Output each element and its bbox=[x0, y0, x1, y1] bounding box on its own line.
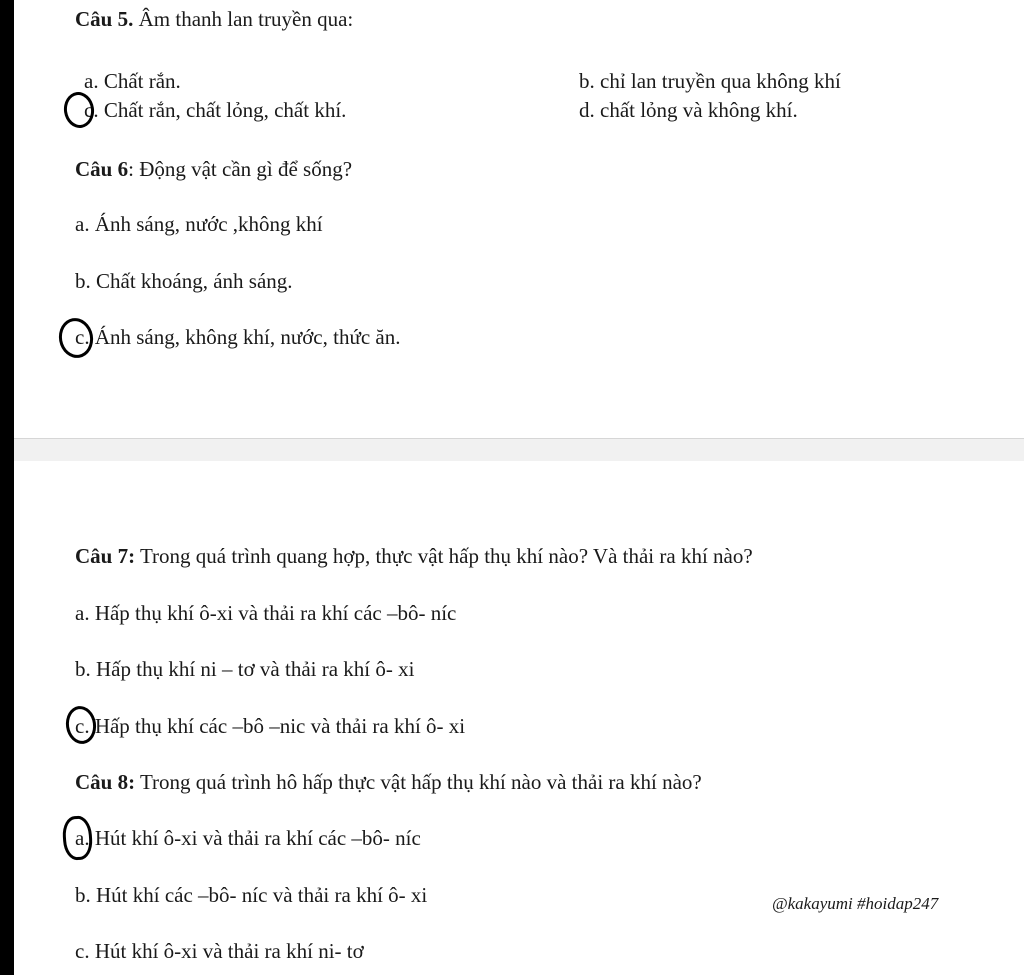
q8-option-a: a. Hút khí ô-xi và thải ra khí các –bô- níc bbox=[75, 826, 421, 850]
q8-option-b: b. Hút khí các –bô- níc và thải ra khí ô- xi bbox=[75, 883, 428, 907]
q6-option-a: a. Ánh sáng, nước ,không khí bbox=[75, 212, 323, 236]
question-5 bbox=[75, 6, 353, 32]
q5-option-d: d. chất lỏng và không khí. bbox=[579, 98, 798, 122]
question-7-label: Câu 7: bbox=[75, 544, 136, 568]
left-dark-strip bbox=[0, 0, 14, 975]
q7-option-c: c. Hấp thụ khí các –bô –nic và thải ra khí ô- xi bbox=[75, 714, 466, 738]
document-page-1 bbox=[14, 0, 1024, 438]
question-6-text: : Động vật cần gì để sống? bbox=[128, 157, 353, 181]
q6-option-c: c. Ánh sáng, không khí, nước, thức ăn. bbox=[75, 325, 401, 349]
question-6 bbox=[75, 156, 352, 182]
question-8-text: Trong quá trình hô hấp thực vật hấp thụ khí nào và thải ra khí nào? bbox=[135, 770, 702, 794]
question-6-label: Câu 6 bbox=[75, 157, 129, 181]
q7-option-b: b. Hấp thụ khí ni – tơ và thải ra khí ô- xi bbox=[75, 657, 415, 681]
question-8 bbox=[75, 769, 702, 795]
page-break bbox=[14, 438, 1024, 462]
q5-option-c: c. Chất rắn, chất lỏng, chất khí. bbox=[84, 98, 347, 122]
q8-option-c: c. Hút khí ô-xi và thải ra khí ni- tơ bbox=[75, 939, 364, 963]
watermark-text: @kakayumi #hoidap247 bbox=[772, 894, 939, 913]
question-7-text: Trong quá trình quang hợp, thực vật hấp thụ khí nào? Và thải ra khí nào? bbox=[135, 544, 753, 568]
q7-option-a: a. Hấp thụ khí ô-xi và thải ra khí các –bô- níc bbox=[75, 601, 457, 625]
question-5-label: Câu 5. bbox=[75, 7, 134, 31]
question-8-label: Câu 8: bbox=[75, 770, 136, 794]
q5-option-a: a. Chất rắn. bbox=[84, 69, 181, 93]
q5-option-b: b. chỉ lan truyền qua không khí bbox=[579, 69, 841, 93]
question-7 bbox=[75, 543, 753, 569]
q6-option-b: b. Chất khoáng, ánh sáng. bbox=[75, 269, 293, 293]
question-5-text: Âm thanh lan truyền qua: bbox=[133, 7, 354, 31]
